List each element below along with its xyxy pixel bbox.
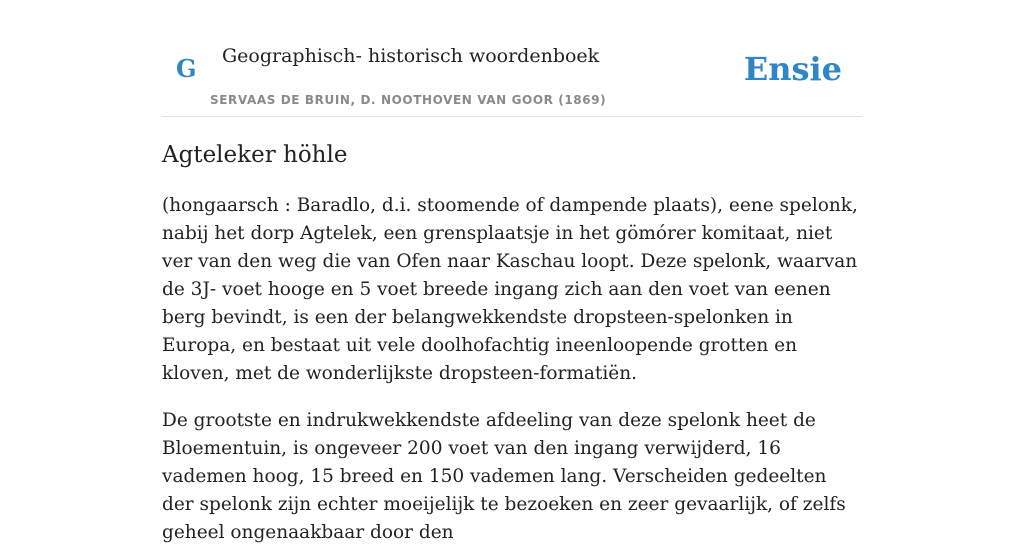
book-authors: SERVAAS DE BRUIN, D. NOOTHOVEN VAN GOOR (1869)	[210, 93, 607, 107]
book-header	[162, 0, 862, 117]
book-letter-icon[interactable]: G	[176, 54, 197, 83]
entry-title: Agteleker höhle	[162, 142, 348, 168]
entry-content	[162, 130, 862, 547]
ensie-logo-link[interactable]: Ensie	[743, 50, 842, 88]
entry-paragraph: (hongaarsch : Baradlo, d.i. stoomende of dampende plaats), eene spelonk, nabij het dorp Agtelek, een grensplaatsje in het gömórer komitaat, niet ver van den weg die van Ofen naar Kaschau loopt. Deze spelonk, waarvan de 3J- voet hooge en 5 voet breede ingang zich aan den voet van eenen berg bevindt, is een der belangwekkendste dropsteen-spelonken in Europa, en bestaat uit vele doolhofachtig ineenloopende grotten en kloven, met de wonderlijkste dropsteen-formatiën.	[162, 195, 858, 384]
entry-paragraph: De grootste en indrukwekkendste afdeeling van deze spelonk heet de Bloementuin, is ongeveer 200 voet van den ingang verwijderd, 16 vademen hoog, 15 breed en 150 vademen lang. Verscheiden gedeelten der spelonk zijn echter moeijelijk te bezoeken en zeer gevaarlijk, of zelfs geheel ongenaakbaar door den	[162, 410, 846, 543]
book-title-link[interactable]: Geographisch- historisch woordenboek	[222, 45, 600, 67]
